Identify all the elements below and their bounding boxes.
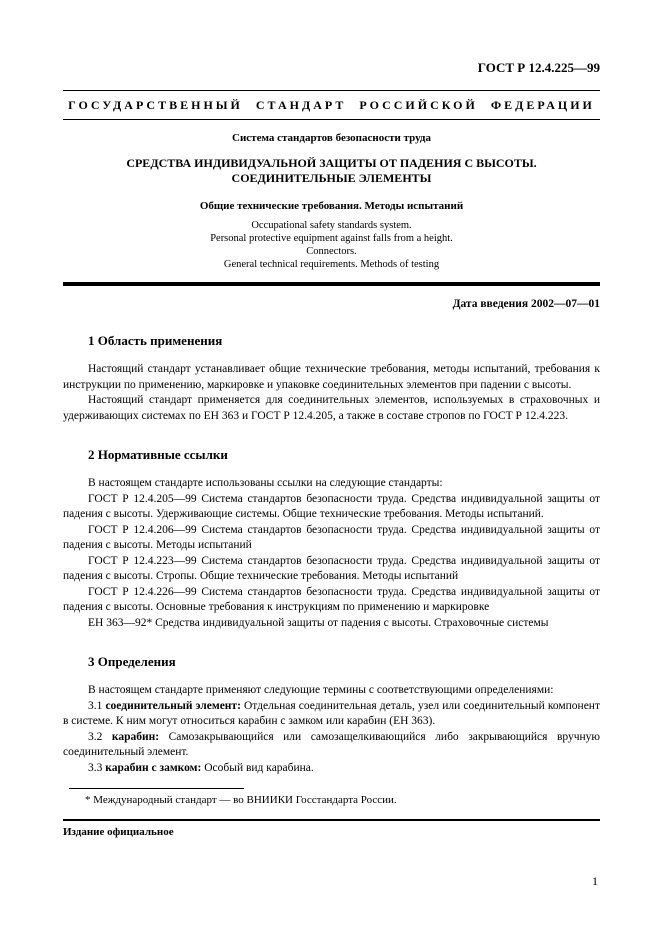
footnote-rule — [69, 788, 244, 789]
federal-standard-title: ГОСУДАРСТВЕННЫЙ СТАНДАРТ РОССИЙСКОЙ ФЕДЕРАЦИИ — [68, 98, 595, 112]
section-1-paragraph: Настоящий стандарт применяется для соединительных элементов, используемых в страховочных и удерживающих системах по ЕН 363 и ГОСТ Р 12.4.205, а также в составе стропов по ГОСТ Р 12.4.223. — [63, 394, 600, 422]
definition-paragraph — [63, 699, 600, 730]
term-number: 3.1 — [88, 699, 106, 712]
document-content — [63, 60, 600, 776]
reference-paragraph: ГОСТ Р 12.4.206—99 Система стандартов безопасности труда. Средства индивидуальной защиты от падения с высоты. Методы испытаний — [63, 523, 600, 551]
term-definition: Особый вид карабина. — [201, 761, 314, 774]
title-separator-rule — [63, 282, 600, 286]
reference-paragraph: ГОСТ Р 12.4.223—99 Система стандартов безопасности труда. Средства индивидуальной защиты от падения с высоты. Стропы. Общие технические требования. Методы испытаний — [63, 554, 600, 582]
reference-paragraph: ЕН 363—92* Средства индивидуальной защиты от падения с высоты. Страховочные системы — [88, 616, 549, 629]
section-1-title: 1 Область применения — [88, 333, 223, 348]
document-title-line2: СОЕДИНИТЕЛЬНЫЕ ЭЛЕМЕНТЫ — [231, 171, 432, 185]
standard-code: ГОСТ Р 12.4.225—99 — [477, 60, 600, 75]
english-title-line: Connectors. — [306, 246, 357, 257]
term-name: карабин: — [111, 730, 160, 743]
english-title-block — [63, 219, 600, 271]
term-name: соединительный элемент: — [105, 699, 241, 712]
section-3-title: 3 Определения — [88, 654, 176, 669]
english-title-line: Occupational safety standards system. — [251, 220, 412, 231]
term-definition: Отдельная соединительная деталь, узел или соединительный компонент в системе. К ним могут относиться карабин с замком или карабин (ЕН 363). — [63, 699, 600, 727]
definition-paragraph — [63, 730, 600, 761]
section-3-intro: В настоящем стандарте применяют следующие термины с соответствующими определениями: — [88, 684, 554, 696]
reference-paragraph: ГОСТ Р 12.4.226—99 Система стандартов безопасности труда. Средства индивидуальной защиты от падения с высоты. Основные требования к инструкциям по применению и маркировке — [63, 585, 600, 613]
document-subtitle: Общие технические требования. Методы испытаний — [199, 200, 464, 212]
term-number: 3.3 — [88, 761, 106, 774]
federal-standard-band — [63, 90, 600, 120]
section-2-intro: В настоящем стандарте использованы ссылки на следующие стандарты: — [88, 477, 443, 489]
document-title — [63, 156, 600, 186]
edition-label: Издание официальное — [63, 826, 174, 838]
term-name: карабин с замком: — [105, 761, 202, 774]
effective-date: Дата введения 2002—07—01 — [452, 298, 600, 310]
definition-paragraph — [63, 761, 600, 777]
reference-paragraph: ГОСТ Р 12.4.205—99 Система стандартов безопасности труда. Средства индивидуальной защиты от падения с высоты. Удерживающие системы. Общие технические требования. Методы испытаний. — [63, 492, 600, 520]
english-title-line: General technical requirements. Methods of testing — [223, 259, 440, 270]
page-number: 1 — [592, 874, 598, 888]
standards-system-line: Система стандартов безопасности труда — [232, 132, 431, 144]
english-title-line: Personal protective equipment against falls from a height. — [210, 233, 453, 244]
section-1-paragraph: Настоящий стандарт устанавливает общие технические требования, методы испытаний, требования к инструкции по применению, маркировке и упаковке соединительных элементов при падении с высоты. — [63, 363, 600, 391]
document-title-line1: СРЕДСТВА ИНДИВИДУАЛЬНОЙ ЗАЩИТЫ ОТ ПАДЕНИЯ С ВЫСОТЫ. — [126, 156, 537, 170]
footer-rule — [63, 819, 600, 821]
footnote-text: * Международный стандарт — во ВНИИКИ Госстандарта России. — [85, 794, 397, 806]
term-number: 3.2 — [88, 730, 112, 743]
page-footer — [63, 788, 600, 888]
term-definition: Самозакрывающийся или самозащелкивающийся либо закрывающийся вручную соединительный элемент. — [63, 730, 600, 758]
section-2-title: 2 Нормативные ссылки — [88, 447, 228, 462]
